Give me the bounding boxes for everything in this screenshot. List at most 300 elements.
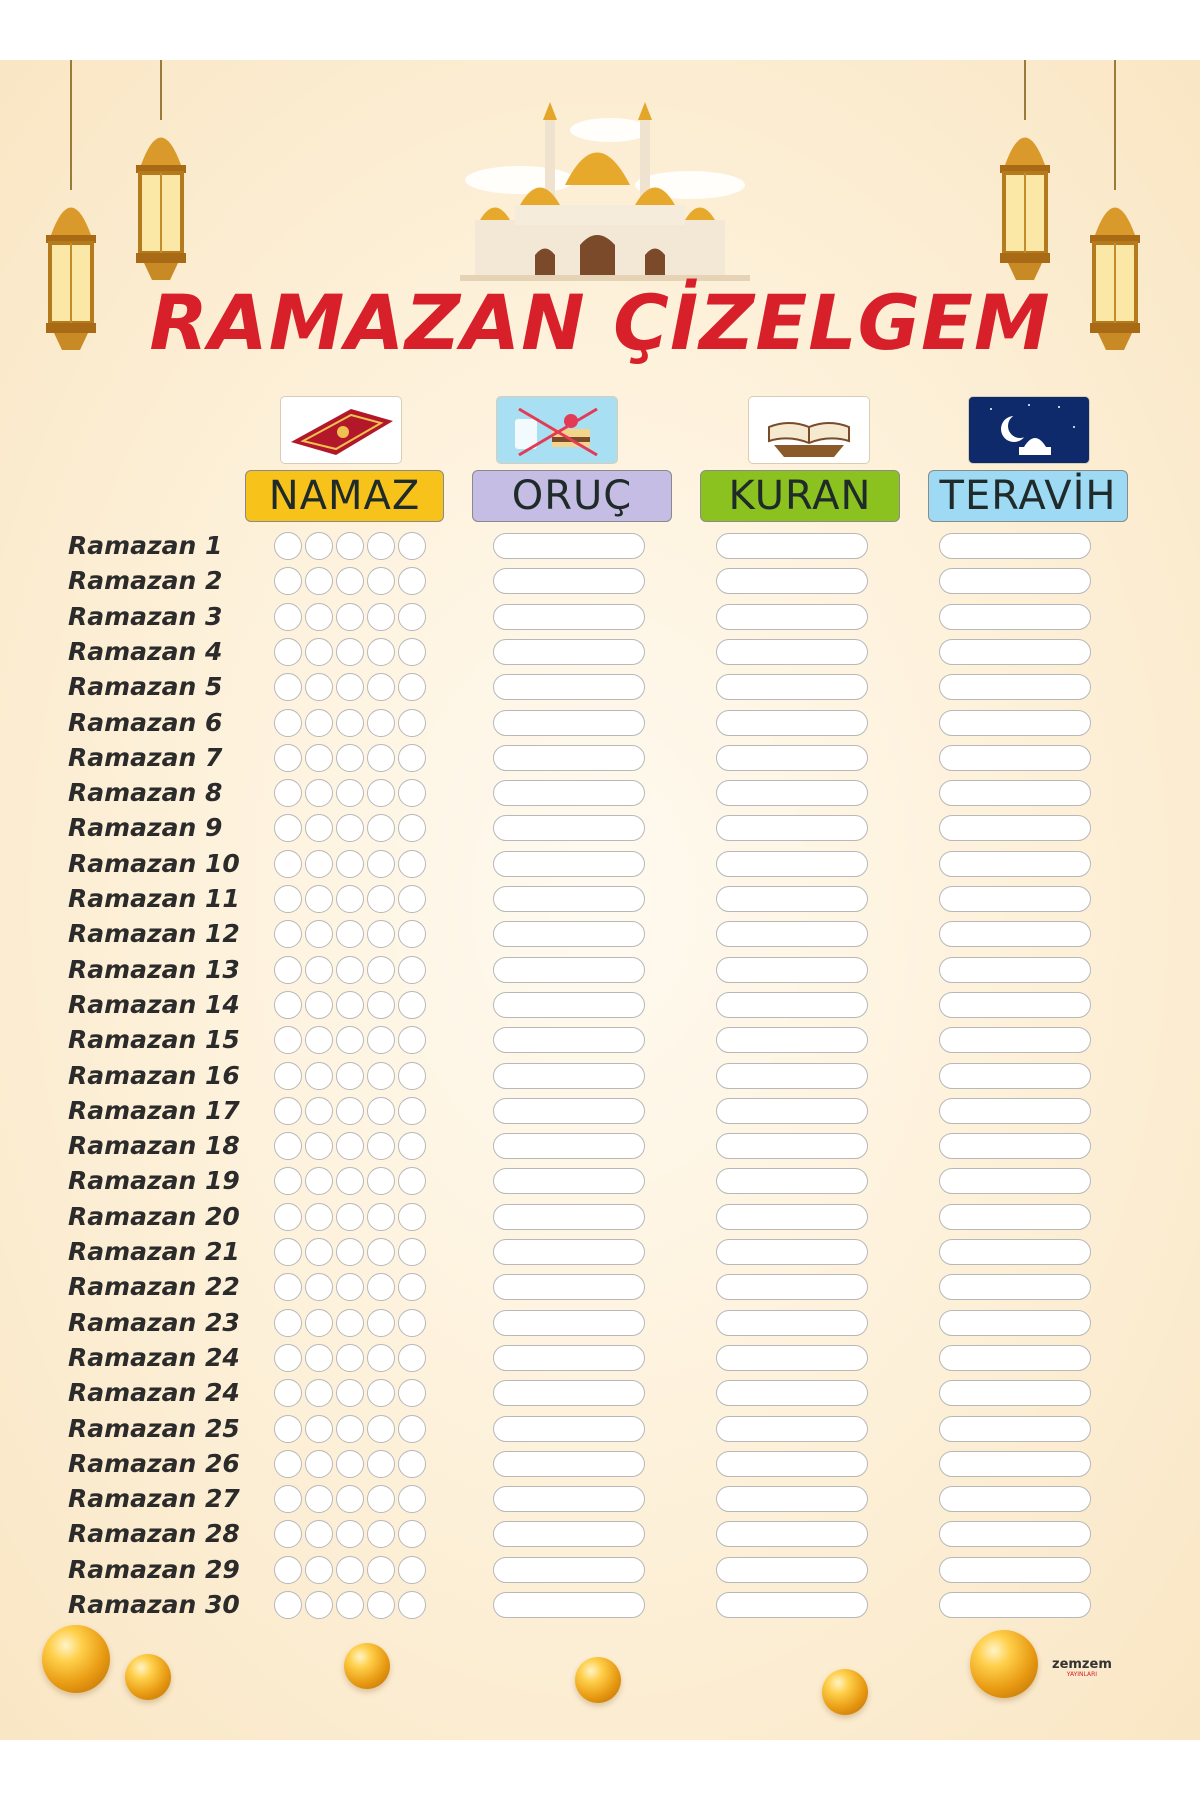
namaz-prayer-checkbox[interactable] (398, 1203, 426, 1231)
kuran-checkbox[interactable] (716, 1380, 868, 1406)
namaz-prayer-checkbox[interactable] (367, 1344, 395, 1372)
teravih-checkbox[interactable] (939, 1098, 1091, 1124)
day-label: Ramazan 24 (68, 1378, 240, 1408)
namaz-prayer-checkbox[interactable] (367, 1450, 395, 1478)
kuran-checkbox[interactable] (716, 1557, 868, 1583)
day-row (0, 1447, 1200, 1481)
namaz-prayer-checkbox[interactable] (398, 744, 426, 772)
namaz-prayer-checkbox[interactable] (336, 920, 364, 948)
namaz-prayer-checkbox[interactable] (305, 709, 333, 737)
day-label: Ramazan 5 (68, 672, 223, 702)
namaz-prayer-checkbox[interactable] (336, 744, 364, 772)
namaz-prayer-checkbox[interactable] (336, 1238, 364, 1266)
namaz-prayer-checkbox[interactable] (336, 1450, 364, 1478)
oruc-checkbox[interactable] (493, 604, 645, 630)
namaz-prayer-checkbox[interactable] (305, 885, 333, 913)
teravih-checkbox[interactable] (939, 1133, 1091, 1159)
namaz-prayer-checkbox[interactable] (305, 567, 333, 595)
namaz-prayer-checkbox[interactable] (305, 1556, 333, 1584)
namaz-prayer-checkbox[interactable] (398, 1238, 426, 1266)
namaz-prayer-checkbox[interactable] (367, 744, 395, 772)
namaz-prayer-checkbox[interactable] (367, 991, 395, 1019)
day-label: Ramazan 6 (68, 707, 223, 737)
no-food-drink-icon (496, 396, 618, 464)
teravih-checkbox[interactable] (939, 1168, 1091, 1194)
kuran-checkbox[interactable] (716, 815, 868, 841)
kuran-checkbox[interactable] (716, 851, 868, 877)
namaz-prayer-checkbox[interactable] (398, 1062, 426, 1090)
teravih-checkbox[interactable] (939, 1592, 1091, 1618)
day-row (0, 988, 1200, 1022)
namaz-prayer-checkbox[interactable] (336, 567, 364, 595)
oruc-checkbox[interactable] (493, 815, 645, 841)
namaz-prayer-checkbox[interactable] (398, 1132, 426, 1160)
namaz-prayer-checkbox[interactable] (367, 850, 395, 878)
gold-orb-decoration (42, 1625, 110, 1693)
kuran-checkbox[interactable] (716, 1133, 868, 1159)
namaz-prayer-checkbox[interactable] (305, 1415, 333, 1443)
kuran-checkbox[interactable] (716, 1592, 868, 1618)
kuran-checkbox[interactable] (716, 1239, 868, 1265)
namaz-prayer-checkbox[interactable] (274, 1415, 302, 1443)
day-row (0, 1164, 1200, 1198)
namaz-prayer-checkbox[interactable] (274, 673, 302, 701)
oruc-checkbox[interactable] (493, 1557, 645, 1583)
namaz-prayer-checkbox[interactable] (398, 1273, 426, 1301)
column-header-kuran: KURAN (700, 470, 900, 522)
kuran-checkbox[interactable] (716, 886, 868, 912)
namaz-prayer-checkbox[interactable] (274, 1132, 302, 1160)
namaz-prayer-checkbox[interactable] (305, 1203, 333, 1231)
oruc-checkbox[interactable] (493, 1239, 645, 1265)
namaz-prayer-checkbox[interactable] (274, 1097, 302, 1125)
namaz-prayer-checkbox[interactable] (336, 709, 364, 737)
day-label: Ramazan 11 (68, 884, 240, 913)
namaz-prayer-checkbox[interactable] (398, 532, 426, 560)
page-title: RAMAZAN ÇİZELGEM (149, 278, 1051, 367)
namaz-prayer-checkbox[interactable] (305, 1167, 333, 1195)
namaz-prayer-checkbox[interactable] (305, 1132, 333, 1160)
namaz-prayer-checkbox[interactable] (274, 991, 302, 1019)
teravih-checkbox[interactable] (939, 568, 1091, 594)
namaz-prayer-checkbox[interactable] (274, 1026, 302, 1054)
namaz-prayer-checkbox[interactable] (274, 1203, 302, 1231)
day-row (0, 1129, 1200, 1163)
teravih-checkbox[interactable] (939, 745, 1091, 771)
day-row (0, 1553, 1200, 1587)
namaz-prayer-checkbox[interactable] (398, 1556, 426, 1584)
namaz-prayer-checkbox[interactable] (274, 920, 302, 948)
teravih-checkbox[interactable] (939, 674, 1091, 700)
namaz-prayer-checkbox[interactable] (367, 532, 395, 560)
namaz-prayer-checkbox[interactable] (367, 1238, 395, 1266)
oruc-checkbox[interactable] (493, 710, 645, 736)
namaz-prayer-checkbox[interactable] (367, 1379, 395, 1407)
namaz-prayer-checkbox[interactable] (305, 1309, 333, 1337)
day-row (0, 1235, 1200, 1269)
kuran-checkbox[interactable] (716, 639, 868, 665)
teravih-checkbox[interactable] (939, 1239, 1091, 1265)
day-label: Ramazan 14 (68, 989, 240, 1019)
kuran-checkbox[interactable] (716, 1027, 868, 1053)
namaz-prayer-checkbox[interactable] (305, 1238, 333, 1266)
oruc-checkbox[interactable] (493, 1521, 645, 1547)
namaz-prayer-checkbox[interactable] (398, 956, 426, 984)
teravih-checkbox[interactable] (939, 992, 1091, 1018)
namaz-prayer-checkbox[interactable] (336, 1132, 364, 1160)
namaz-prayer-checkbox[interactable] (367, 1097, 395, 1125)
namaz-prayer-checkbox[interactable] (398, 709, 426, 737)
namaz-prayer-checkbox[interactable] (274, 709, 302, 737)
oruc-checkbox[interactable] (493, 1027, 645, 1053)
namaz-prayer-checkbox[interactable] (305, 1591, 333, 1619)
namaz-prayer-checkbox[interactable] (305, 779, 333, 807)
namaz-prayer-checkbox[interactable] (336, 1167, 364, 1195)
namaz-prayer-checkbox[interactable] (398, 567, 426, 595)
namaz-prayer-checkbox[interactable] (274, 603, 302, 631)
namaz-prayer-checkbox[interactable] (367, 1485, 395, 1513)
day-row (0, 741, 1200, 775)
namaz-prayer-checkbox[interactable] (274, 1450, 302, 1478)
namaz-prayer-checkbox[interactable] (336, 885, 364, 913)
namaz-prayer-checkbox[interactable] (367, 673, 395, 701)
oruc-checkbox[interactable] (493, 1592, 645, 1618)
teravih-checkbox[interactable] (939, 921, 1091, 947)
namaz-prayer-checkbox[interactable] (398, 638, 426, 666)
namaz-prayer-checkbox[interactable] (367, 814, 395, 842)
oruc-checkbox[interactable] (493, 1380, 645, 1406)
namaz-prayer-checkbox[interactable] (398, 673, 426, 701)
namaz-prayer-checkbox[interactable] (274, 1520, 302, 1548)
namaz-prayer-checkbox[interactable] (367, 1309, 395, 1337)
namaz-prayer-checkbox[interactable] (367, 956, 395, 984)
namaz-prayer-checkbox[interactable] (367, 1415, 395, 1443)
namaz-prayer-checkbox[interactable] (367, 885, 395, 913)
namaz-prayer-checkbox[interactable] (398, 1026, 426, 1054)
kuran-checkbox[interactable] (716, 1451, 868, 1477)
namaz-prayer-checkbox[interactable] (336, 1203, 364, 1231)
namaz-prayer-checkbox[interactable] (367, 567, 395, 595)
oruc-checkbox[interactable] (493, 1133, 645, 1159)
namaz-prayer-checkbox[interactable] (305, 920, 333, 948)
oruc-checkbox[interactable] (493, 533, 645, 559)
namaz-prayer-checkbox[interactable] (367, 603, 395, 631)
teravih-checkbox[interactable] (939, 710, 1091, 736)
day-label: Ramazan 25 (68, 1413, 240, 1443)
day-row (0, 1306, 1200, 1340)
day-row (0, 1412, 1200, 1446)
namaz-prayer-checkbox[interactable] (274, 1591, 302, 1619)
oruc-checkbox[interactable] (493, 1274, 645, 1300)
column-header-namaz: NAMAZ (245, 470, 444, 522)
namaz-prayer-checkbox[interactable] (305, 603, 333, 631)
namaz-prayer-checkbox[interactable] (274, 1556, 302, 1584)
namaz-prayer-checkbox[interactable] (336, 1591, 364, 1619)
kuran-checkbox[interactable] (716, 568, 868, 594)
day-label: Ramazan 10 (68, 848, 240, 878)
publisher-logo-sub: YAYINLARI (1066, 1671, 1098, 1678)
namaz-prayer-checkbox[interactable] (398, 885, 426, 913)
namaz-prayer-checkbox[interactable] (336, 1520, 364, 1548)
namaz-prayer-checkbox[interactable] (398, 991, 426, 1019)
teravih-checkbox[interactable] (939, 1063, 1091, 1089)
namaz-prayer-checkbox[interactable] (305, 1062, 333, 1090)
namaz-prayer-checkbox[interactable] (398, 1415, 426, 1443)
quran-book-icon (748, 396, 870, 464)
namaz-prayer-checkbox[interactable] (336, 673, 364, 701)
teravih-checkbox[interactable] (939, 1345, 1091, 1371)
day-row (0, 670, 1200, 704)
kuran-checkbox[interactable] (716, 1521, 868, 1547)
kuran-checkbox[interactable] (716, 1168, 868, 1194)
teravih-checkbox[interactable] (939, 780, 1091, 806)
teravih-checkbox[interactable] (939, 639, 1091, 665)
namaz-prayer-checkbox[interactable] (274, 850, 302, 878)
day-label: Ramazan 23 (68, 1307, 240, 1337)
namaz-prayer-checkbox[interactable] (398, 1450, 426, 1478)
oruc-checkbox[interactable] (493, 1451, 645, 1477)
namaz-prayer-checkbox[interactable] (336, 814, 364, 842)
teravih-checkbox[interactable] (939, 1486, 1091, 1512)
teravih-checkbox[interactable] (939, 1521, 1091, 1547)
teravih-checkbox[interactable] (939, 957, 1091, 983)
day-row (0, 529, 1200, 563)
day-label: Ramazan 24 (68, 1342, 240, 1372)
namaz-prayer-checkbox[interactable] (398, 1344, 426, 1372)
namaz-prayer-checkbox[interactable] (274, 1344, 302, 1372)
namaz-prayer-checkbox[interactable] (398, 920, 426, 948)
oruc-checkbox[interactable] (493, 568, 645, 594)
namaz-prayer-checkbox[interactable] (336, 956, 364, 984)
teravih-checkbox[interactable] (939, 1204, 1091, 1230)
namaz-prayer-checkbox[interactable] (274, 567, 302, 595)
namaz-prayer-checkbox[interactable] (336, 1379, 364, 1407)
namaz-prayer-checkbox[interactable] (336, 638, 364, 666)
namaz-prayer-checkbox[interactable] (398, 814, 426, 842)
namaz-prayer-checkbox[interactable] (305, 1485, 333, 1513)
namaz-prayer-checkbox[interactable] (398, 1520, 426, 1548)
oruc-checkbox[interactable] (493, 992, 645, 1018)
namaz-prayer-checkbox[interactable] (274, 779, 302, 807)
kuran-checkbox[interactable] (716, 1274, 868, 1300)
namaz-prayer-checkbox[interactable] (367, 638, 395, 666)
namaz-prayer-checkbox[interactable] (274, 814, 302, 842)
kuran-checkbox[interactable] (716, 992, 868, 1018)
teravih-checkbox[interactable] (939, 815, 1091, 841)
namaz-prayer-checkbox[interactable] (305, 1097, 333, 1125)
day-label: Ramazan 27 (68, 1484, 240, 1514)
teravih-checkbox[interactable] (939, 1557, 1091, 1583)
namaz-prayer-checkbox[interactable] (336, 532, 364, 560)
oruc-checkbox[interactable] (493, 745, 645, 771)
namaz-prayer-checkbox[interactable] (305, 1520, 333, 1548)
column-header-teravih: TERAVİH (928, 470, 1128, 522)
oruc-checkbox[interactable] (493, 1204, 645, 1230)
kuran-checkbox[interactable] (716, 921, 868, 947)
namaz-prayer-checkbox[interactable] (274, 1062, 302, 1090)
namaz-prayer-checkbox[interactable] (274, 885, 302, 913)
namaz-prayer-checkbox[interactable] (336, 991, 364, 1019)
day-label: Ramazan 2 (68, 566, 223, 596)
namaz-prayer-checkbox[interactable] (336, 1026, 364, 1054)
namaz-prayer-checkbox[interactable] (336, 1556, 364, 1584)
namaz-prayer-checkbox[interactable] (274, 1309, 302, 1337)
day-row (0, 564, 1200, 598)
day-row (0, 1059, 1200, 1093)
namaz-prayer-checkbox[interactable] (398, 1379, 426, 1407)
namaz-prayer-checkbox[interactable] (367, 1520, 395, 1548)
namaz-prayer-checkbox[interactable] (367, 779, 395, 807)
namaz-prayer-checkbox[interactable] (367, 1273, 395, 1301)
namaz-prayer-checkbox[interactable] (305, 956, 333, 984)
namaz-prayer-checkbox[interactable] (367, 1203, 395, 1231)
namaz-prayer-checkbox[interactable] (336, 1344, 364, 1372)
namaz-prayer-checkbox[interactable] (367, 920, 395, 948)
namaz-prayer-checkbox[interactable] (367, 1556, 395, 1584)
oruc-checkbox[interactable] (493, 1416, 645, 1442)
namaz-prayer-checkbox[interactable] (367, 1132, 395, 1160)
kuran-checkbox[interactable] (716, 1345, 868, 1371)
gold-orb-decoration (575, 1657, 621, 1703)
day-row (0, 1341, 1200, 1375)
oruc-checkbox[interactable] (493, 886, 645, 912)
namaz-prayer-checkbox[interactable] (274, 532, 302, 560)
namaz-prayer-checkbox[interactable] (274, 1273, 302, 1301)
day-label: Ramazan 15 (68, 1025, 240, 1055)
oruc-checkbox[interactable] (493, 1486, 645, 1512)
namaz-prayer-checkbox[interactable] (274, 1379, 302, 1407)
teravih-checkbox[interactable] (939, 886, 1091, 912)
day-label: Ramazan 22 (68, 1272, 240, 1302)
kuran-checkbox[interactable] (716, 1310, 868, 1336)
namaz-prayer-checkbox[interactable] (367, 1026, 395, 1054)
kuran-checkbox[interactable] (716, 745, 868, 771)
publisher-logo-name: zemzem (1052, 1657, 1112, 1672)
namaz-prayer-checkbox[interactable] (274, 638, 302, 666)
teravih-checkbox[interactable] (939, 1380, 1091, 1406)
oruc-checkbox[interactable] (493, 957, 645, 983)
namaz-prayer-checkbox[interactable] (305, 1273, 333, 1301)
namaz-prayer-checkbox[interactable] (305, 814, 333, 842)
oruc-checkbox[interactable] (493, 1168, 645, 1194)
kuran-checkbox[interactable] (716, 710, 868, 736)
kuran-checkbox[interactable] (716, 533, 868, 559)
namaz-prayer-checkbox[interactable] (336, 850, 364, 878)
oruc-checkbox[interactable] (493, 780, 645, 806)
teravih-checkbox[interactable] (939, 604, 1091, 630)
namaz-prayer-checkbox[interactable] (398, 1097, 426, 1125)
namaz-prayer-checkbox[interactable] (398, 850, 426, 878)
teravih-checkbox[interactable] (939, 851, 1091, 877)
kuran-checkbox[interactable] (716, 1063, 868, 1089)
namaz-prayer-checkbox[interactable] (367, 1062, 395, 1090)
teravih-checkbox[interactable] (939, 1416, 1091, 1442)
mosque-icon (460, 90, 750, 290)
namaz-prayer-checkbox[interactable] (398, 779, 426, 807)
namaz-prayer-checkbox[interactable] (336, 1309, 364, 1337)
kuran-checkbox[interactable] (716, 604, 868, 630)
namaz-prayer-checkbox[interactable] (305, 1026, 333, 1054)
lantern-right-high-icon (990, 60, 1060, 305)
day-row (0, 1094, 1200, 1128)
namaz-prayer-checkbox[interactable] (336, 1415, 364, 1443)
oruc-checkbox[interactable] (493, 1063, 645, 1089)
namaz-prayer-checkbox[interactable] (305, 1379, 333, 1407)
namaz-prayer-checkbox[interactable] (398, 1591, 426, 1619)
namaz-prayer-checkbox[interactable] (305, 744, 333, 772)
day-row (0, 1517, 1200, 1551)
day-label: Ramazan 21 (68, 1237, 240, 1266)
namaz-prayer-checkbox[interactable] (274, 1238, 302, 1266)
namaz-prayer-checkbox[interactable] (336, 1273, 364, 1301)
day-label: Ramazan 20 (68, 1201, 240, 1231)
namaz-prayer-checkbox[interactable] (305, 673, 333, 701)
day-label: Ramazan 7 (68, 742, 223, 772)
gold-orb-decoration (344, 1643, 390, 1689)
namaz-prayer-checkbox[interactable] (367, 1167, 395, 1195)
namaz-prayer-checkbox[interactable] (398, 603, 426, 631)
namaz-prayer-checkbox[interactable] (305, 1450, 333, 1478)
namaz-prayer-checkbox[interactable] (367, 1591, 395, 1619)
oruc-checkbox[interactable] (493, 674, 645, 700)
namaz-prayer-checkbox[interactable] (305, 1344, 333, 1372)
kuran-checkbox[interactable] (716, 957, 868, 983)
day-label: Ramazan 29 (68, 1554, 240, 1584)
oruc-checkbox[interactable] (493, 921, 645, 947)
namaz-prayer-checkbox[interactable] (274, 1485, 302, 1513)
oruc-checkbox[interactable] (493, 639, 645, 665)
oruc-checkbox[interactable] (493, 851, 645, 877)
kuran-checkbox[interactable] (716, 1204, 868, 1230)
day-label: Ramazan 30 (68, 1590, 240, 1619)
namaz-prayer-checkbox[interactable] (274, 1167, 302, 1195)
namaz-prayer-checkbox[interactable] (336, 1485, 364, 1513)
teravih-checkbox[interactable] (939, 1310, 1091, 1336)
kuran-checkbox[interactable] (716, 780, 868, 806)
ramadan-chart-poster (0, 60, 1200, 1740)
lantern-left-high-icon (126, 60, 196, 305)
namaz-prayer-checkbox[interactable] (305, 991, 333, 1019)
day-label: Ramazan 17 (68, 1095, 240, 1125)
namaz-prayer-checkbox[interactable] (398, 1309, 426, 1337)
teravih-checkbox[interactable] (939, 1027, 1091, 1053)
namaz-prayer-checkbox[interactable] (336, 1062, 364, 1090)
day-label: Ramazan 16 (68, 1060, 240, 1090)
kuran-checkbox[interactable] (716, 1416, 868, 1442)
namaz-prayer-checkbox[interactable] (336, 1097, 364, 1125)
namaz-prayer-checkbox[interactable] (336, 779, 364, 807)
namaz-prayer-checkbox[interactable] (336, 603, 364, 631)
teravih-checkbox[interactable] (939, 1274, 1091, 1300)
gold-orb-decoration (970, 1630, 1038, 1698)
oruc-checkbox[interactable] (493, 1098, 645, 1124)
teravih-checkbox[interactable] (939, 533, 1091, 559)
namaz-prayer-checkbox[interactable] (305, 850, 333, 878)
kuran-checkbox[interactable] (716, 1486, 868, 1512)
namaz-prayer-checkbox[interactable] (305, 532, 333, 560)
namaz-prayer-checkbox[interactable] (274, 744, 302, 772)
kuran-checkbox[interactable] (716, 1098, 868, 1124)
namaz-prayer-checkbox[interactable] (398, 1485, 426, 1513)
namaz-prayer-checkbox[interactable] (398, 1167, 426, 1195)
oruc-checkbox[interactable] (493, 1345, 645, 1371)
kuran-checkbox[interactable] (716, 674, 868, 700)
oruc-checkbox[interactable] (493, 1310, 645, 1336)
namaz-prayer-checkbox[interactable] (274, 956, 302, 984)
namaz-prayer-checkbox[interactable] (367, 709, 395, 737)
namaz-prayer-checkbox[interactable] (305, 638, 333, 666)
teravih-checkbox[interactable] (939, 1451, 1091, 1477)
